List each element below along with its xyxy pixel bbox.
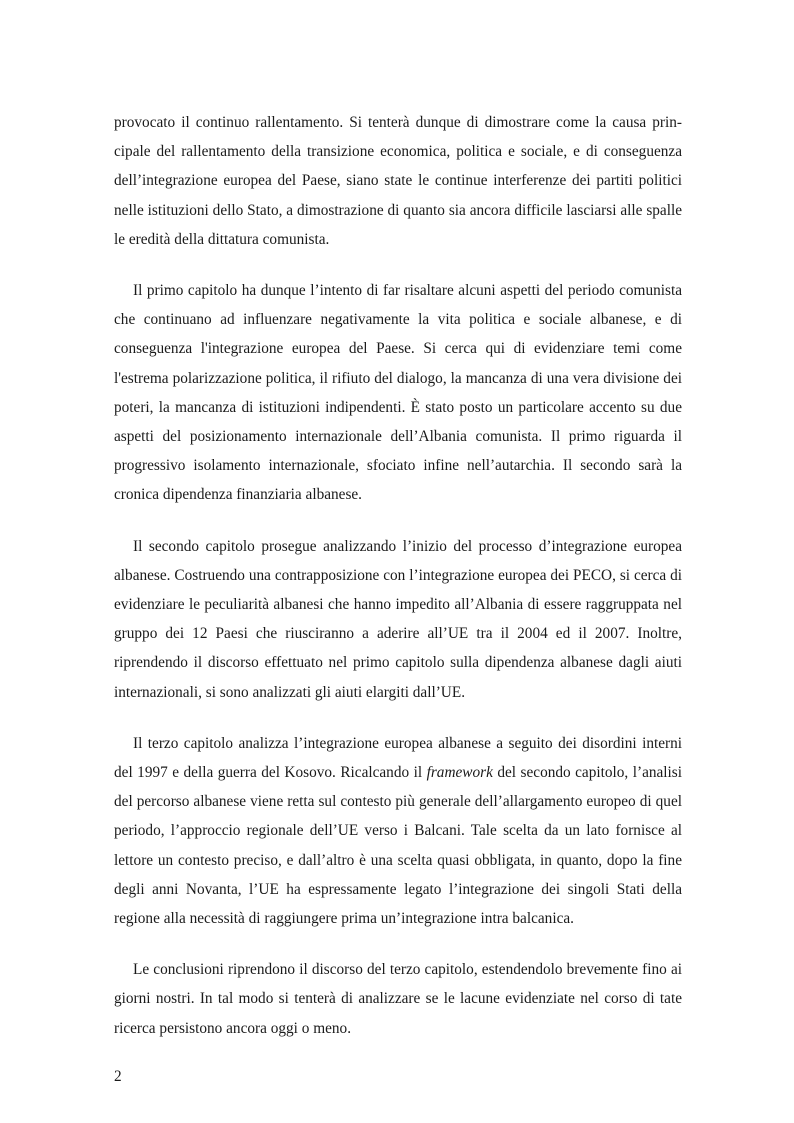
- paragraph-third-chapter-text-after: del secondo capitolo, l’analisi del percorso albanese viene retta sul contesto più generale dell’allargamento europeo di quel periodo, l’approccio regionale dell’UE verso i Balcani. Tale scelta da un lato fornisce al lettore un contesto preciso, e dall’altro è una scelta quasi obbligata, in quanto, dopo la fine degli anni Novanta, l’UE ha espressamente legato l’integrazione dei singoli Stati della regione alla necessità di raggiungere prima un’integrazione intra balcanica.: [114, 764, 682, 928]
- italic-term-framework: framework: [426, 764, 493, 782]
- paragraph-conclusions: Le conclusioni riprendono il discorso del terzo capitolo, estendendolo brevemente fino ai giorni nostri. In tal modo si tenterà di analizzare se le lacune evidenziate nel corso di tate ricerca persistono ancora oggi o meno.: [114, 961, 682, 1037]
- paragraph-continuation: provocato il continuo rallentamento. Si tenterà dunque di dimostrare come la causa principale del rallentamento della transizione economica, politica e sociale, e di conseguenza dell’integrazione europea del Paese, siano state le continue interferenze dei partiti politici nelle istituzioni dello Stato, a dimostrazione di quanto sia ancora difficile lasciarsi alle spalle le eredità della dittatura comunista.: [114, 114, 682, 248]
- page-body: [114, 108, 682, 1065]
- paragraph-second-chapter: Il secondo capitolo prosegue analizzando l’inizio del processo d’integrazione europea albanese. Costruendo una contrapposizione con l’integrazione europea dei PECO, si cerca di evidenziare le peculiarità albanesi che hanno impedito all’Albania di essere raggruppata nel gruppo dei 12 Paesi che riusciranno a aderire all’UE tra il 2004 ed il 2007. Inoltre, riprendendo il discorso effettuato nel primo capitolo sulla dipendenza albanese dagli aiuti internazionali, si sono analizzati gli aiuti elargiti dall’UE.: [114, 537, 682, 701]
- paragraph-third-chapter: [114, 729, 682, 933]
- page-number: 2: [114, 1068, 122, 1085]
- paragraph-first-chapter: Il primo capitolo ha dunque l’intento di far risaltare alcuni aspetti del periodo comunista che continuano ad influenzare negativamente la vita politica e sociale albanese, e di conseguenza l'integrazione europea del Paese. Si cerca qui di evidenziare temi come l'estrema polarizzazione politica, il rifiuto del dialogo, la mancanza di una vera divisione dei poteri, la mancanza di istituzioni indipendenti. È stato posto un particolare accento su due aspetti del posizionamento internazionale dell’Albania comunista. Il primo riguarda il progressivo isolamento internazionale, sfociato infine nell’autarchia. Il secondo sarà la cronica dipendenza finanziaria albanese.: [114, 282, 682, 504]
- paragraph-third-chapter-text-before: Il terzo capitolo analizza l’integrazione europea albanese a seguito dei disordini interni del 1997 e della guerra del Kosovo. Ricalcando il: [114, 734, 682, 782]
